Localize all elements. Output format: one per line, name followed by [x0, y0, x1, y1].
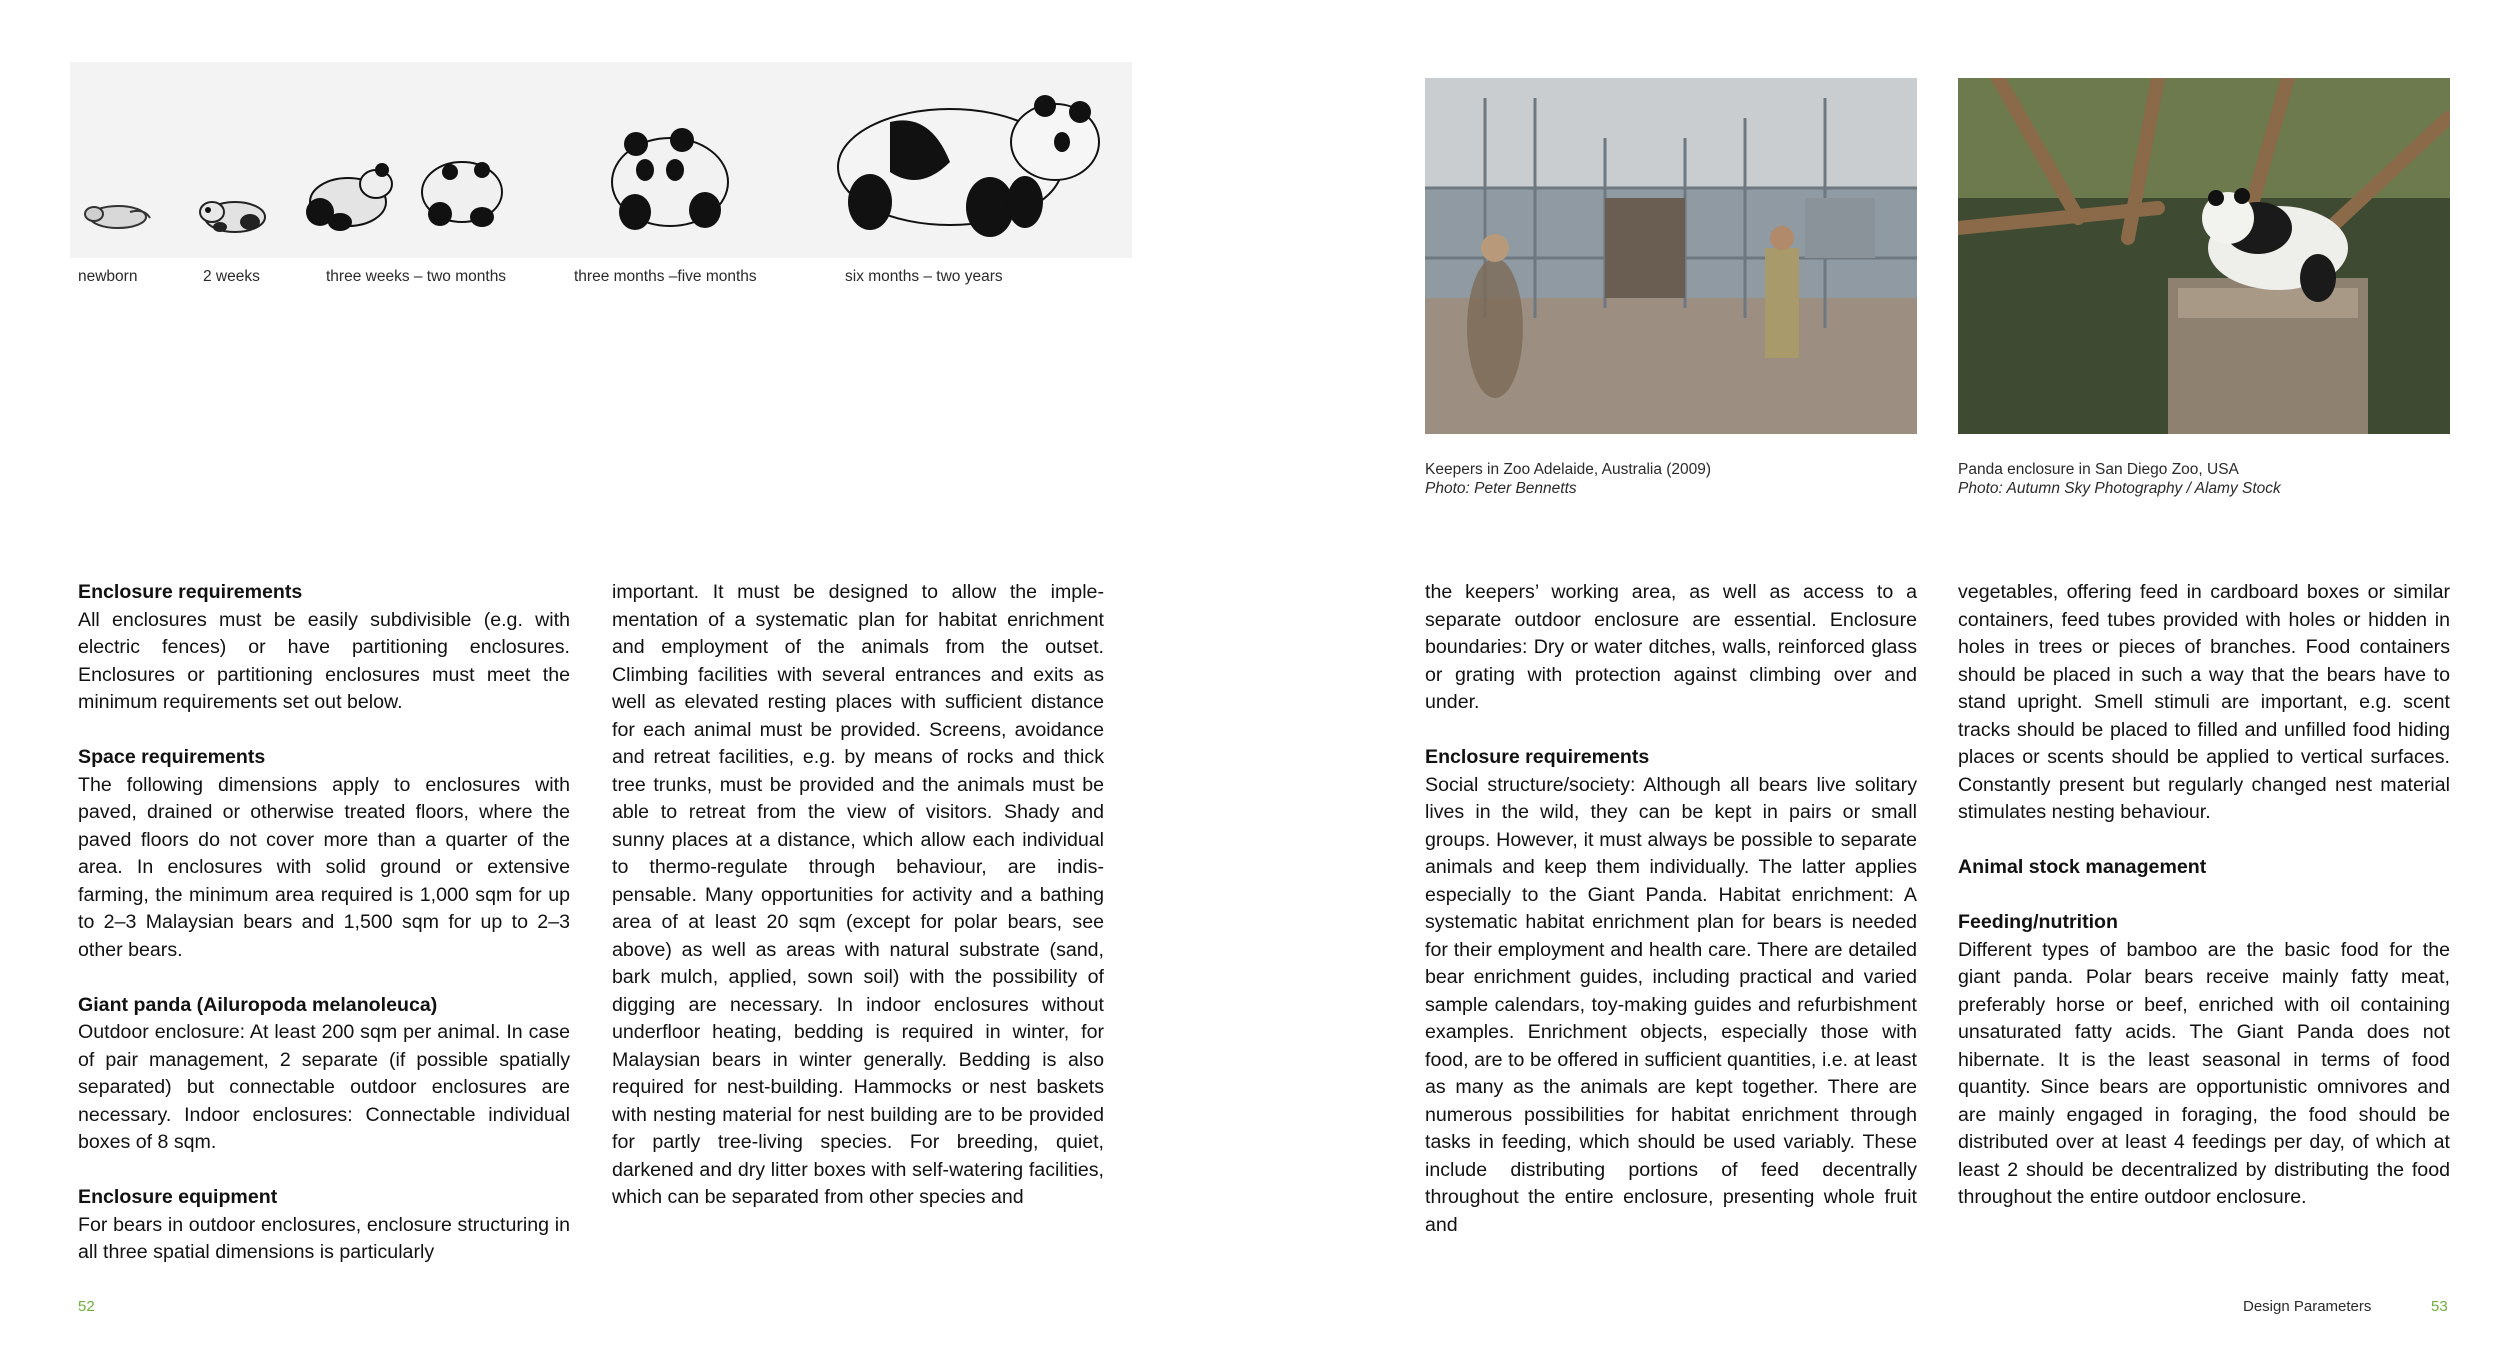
panda-enclosure-photo — [1958, 78, 2450, 434]
older-young-panda-drawing — [422, 162, 502, 227]
text-column-4 — [1958, 579, 2450, 1212]
paragraph: the keepers’ working area, as well as access to a separate outdoor enclosure are essential. Enclosure boundaries: Dry or water ditches, walls, reinforced glass or grating with protection against climbing over and under. — [1425, 581, 1917, 713]
heading-space-requirements: Space requirements — [78, 746, 266, 768]
stage-label-two-weeks: 2 weeks — [203, 268, 260, 285]
stage-label-newborn: newborn — [78, 268, 138, 285]
young-panda-drawing — [306, 163, 392, 231]
caption-credit: Photo: Peter Bennetts — [1425, 480, 1577, 497]
text-column-1 — [78, 579, 570, 1267]
paragraph: The following dimensions apply to enclosures with paved, drained or otherwise treated floors, where the paved floors do not cover more than a quarter of the area. In enclosures with solid ground or extensive farming, the minimum area required is 1,000 sqm for up to 2–3 Malaysian bears and 1,500 sqm for up to 2–3 other bears. — [78, 773, 570, 961]
newborn-panda-drawing — [85, 206, 150, 228]
juvenile-panda-drawing — [612, 128, 728, 230]
zoo-keepers-photo — [1425, 78, 1917, 434]
paragraph: Different types of bamboo are the basic food for the giant panda. Polar bears receive mainly fatty meat, preferably horse or beef, enriched with oil containing unsaturated fatty acids. The Giant Panda does not hibernate. It is the least seasonal in terms of food quantity. Since bears are opportunistic omnivores and are mainly engaged in foraging, the food should be distributed over at least 4 feedings per day, of which at least 2 should be decentralized by distributing the food throughout the entire outdoor enclosure. — [1958, 938, 2450, 1208]
heading-enclosure-equipment: Enclosure equipment — [78, 1186, 278, 1208]
photo-caption-keepers — [1425, 460, 1917, 498]
stage-label-three-weeks: three weeks – two months — [326, 268, 507, 285]
heading-animal-stock-management: Animal stock management — [1958, 856, 2207, 878]
stage-label-six-months: six months – two years — [845, 268, 1003, 285]
photo-caption-panda-enclosure — [1958, 460, 2450, 498]
caption-credit: Photo: Autumn Sky Photography / Alamy Stock — [1958, 480, 2281, 497]
text-column-3 — [1425, 579, 1917, 1239]
panda-growth-illustration — [70, 62, 1132, 258]
paragraph: All enclosures must be easily subdivisible (e.g. with electric fences) or have partitioning enclosures. Enclosures or partitioning enclosures must meet the minimum requirements set out below. — [78, 608, 570, 713]
caption-title: Panda enclosure in San Diego Zoo, USA — [1958, 461, 2239, 478]
adult-panda-drawing — [838, 95, 1099, 237]
page-number-right: 53 — [2431, 1298, 2448, 1315]
paragraph: Outdoor enclosure: At least 200 sqm per animal. In case of pair management, 2 separate (if possible spatially separated) but connectable outdoor enclosures are necessary. Indoor enclosures: Connectable individual boxes of 8 sqm. — [78, 1021, 570, 1153]
stage-label-three-months: three months –five months — [574, 268, 757, 285]
heading-enclosure-requirements: Enclosure requirements — [1425, 746, 1650, 768]
caption-title: Keepers in Zoo Adelaide, Australia (2009) — [1425, 461, 1712, 478]
running-title: Design Parameters — [2243, 1298, 2372, 1315]
paragraph: Social structure/society: Although all bears live solitary lives in the wild, they can be kept in pairs or small groups. However, it must always be possible to separate animals and keep them individually. The latter applies especially to the Giant Panda. Habitat enrichment: A systematic habitat enrichment plan for bears is needed for their employment and health care. There are detailed bear enrichment guides, including practical and varied sample calendars, toy-making guides and refurbishment examples. Enrichment objects, especially those with food, are to be offered in sufficient quantities, i.e. at least as many as the animals are kept together. There are numerous possibilities for habitat enrichment through tasks in feeding, which should be used variably. These include distributing portions of feed decentrally throughout the entire enclosure, presenting whole fruit and — [1425, 773, 1917, 1236]
two-week-panda-drawing — [200, 202, 265, 232]
paragraph: vegetables, offering feed in cardboard boxes or similar containers, feed tubes provided with holes or hidden in holes in trees or pieces of branches. Food containers should be placed in such a way that the bears have to stand upright. Smell stimuli are important, e.g. scent tracks should be placed to filled and unfilled food hiding places or scents should be applied to vertical surfaces. Constantly present but regularly changed nest material stimulates nesting behaviour. — [1958, 581, 2450, 823]
page-number-left: 52 — [78, 1298, 95, 1315]
paragraph: For bears in outdoor enclosures, enclosure structuring in all three spatial dimensions is particularly — [78, 1213, 570, 1263]
heading-giant-panda: Giant panda (Ailuropoda melanoleuca) — [78, 993, 438, 1016]
heading-enclosure-requirements: Enclosure requirements — [78, 581, 303, 603]
heading-feeding-nutrition: Feeding/nutrition — [1958, 911, 2118, 933]
paragraph: important. It must be designed to allow the implementation of a systematic plan for habitat enrichment and employment of the animals from the outset. Climbing facilities with several entrances and exits as well as elevated resting places with sufficient distance for each animal must be provided. Screens, avoidance and retreat facilities, e.g. by means of rocks and thick tree trunks, must be provided and the animals must be able to retreat from the view of visitors. Shady and sunny places at a distance, which allow each individual to thermo-regulate through behaviour, are indispensable. Many opportunities for activity and a bathing area of at least 20 sqm (except for polar bears, see above) as well as areas with natural substrate (sand, bark mulch, applied, sown soil) with the possibility of digging are necessary. In indoor enclosures without underfloor heating, bedding is required in winter, for Malaysian bears in winter generally. Bedding is also required for nest-building. Hammocks or nest baskets with nesting material for nest building are to be provided for partly tree-living species. For breeding, quiet, darkened and dry litter boxes with self-watering facilities, which can be separated from other species and — [612, 581, 1104, 1208]
text-column-2 — [612, 579, 1104, 1212]
